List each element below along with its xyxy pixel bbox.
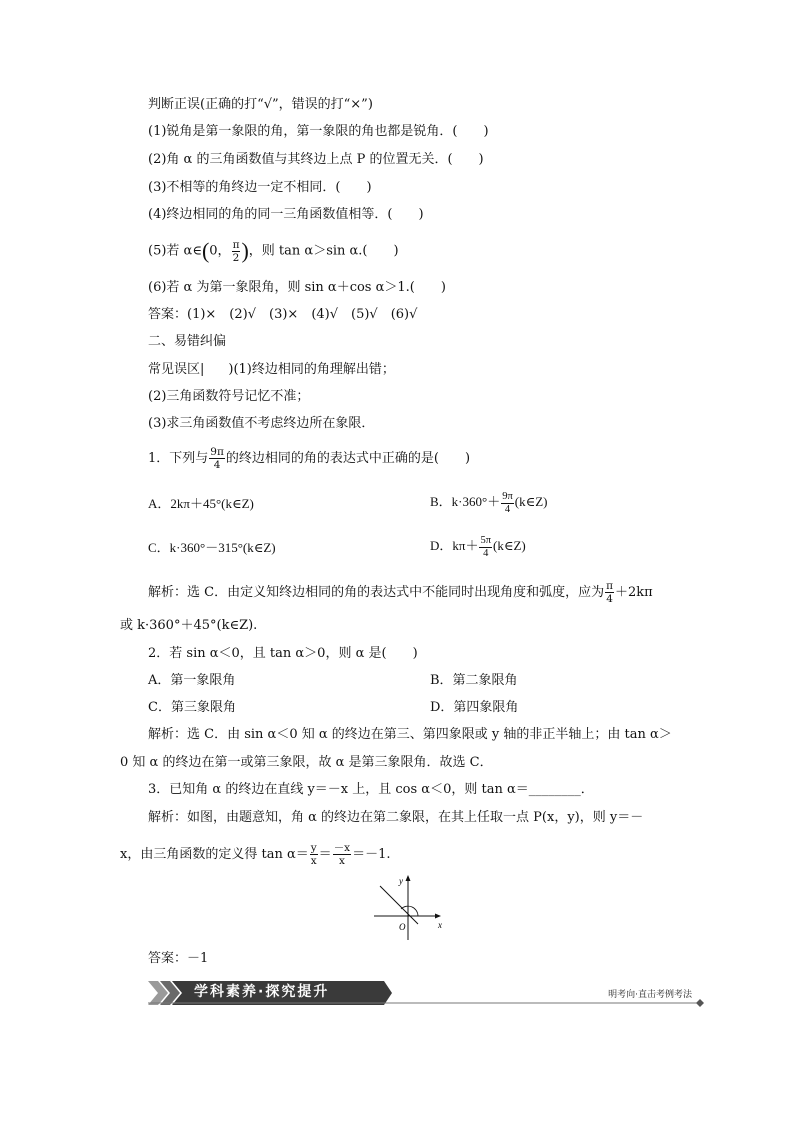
judge-item-3: (3)不相等的角终边一定不相同．( ) <box>148 180 372 195</box>
solution-3-pre: x，由三角函数的定义得 tan α＝ <box>120 847 309 862</box>
fraction-pi-over-2 <box>232 239 241 264</box>
option-1b-post: (k∈Z) <box>514 494 548 509</box>
fraction-denominator: 4 <box>483 547 489 559</box>
judge-answer: 答案：(1)× (2)√ (3)× (4)√ (5)√ (6)√ <box>148 307 418 322</box>
judge-item-6: (6)若 α 为第一象限角，则 sin α＋cos α＞1.( ) <box>148 280 446 295</box>
fraction-numerator: π <box>606 580 613 592</box>
x-axis-arrow <box>435 914 441 919</box>
problem-1-stem-pre: 1．下列与 <box>148 451 209 466</box>
banner-title: 学科素养·探究提升 <box>194 984 330 1000</box>
solution-1-pre: 解析：选 C．由定义知终边相同的角的表达式中不能同时出现角度和弧度，应为 <box>148 585 605 600</box>
equals-sign: ＝ <box>318 847 332 862</box>
judge-item-5-zero: 0， <box>209 243 231 259</box>
error-item-3: (3)求三角函数值不考虑终边所在象限． <box>148 416 375 431</box>
close-paren: ) <box>241 238 249 263</box>
option-2a: A．第一象限角 <box>148 673 236 688</box>
diamond-icon <box>696 999 704 1007</box>
fraction-denominator: x <box>310 855 317 867</box>
line-y-equals-negative-x <box>380 886 418 924</box>
fraction-5pi-over-4 <box>479 535 492 560</box>
fraction-y-over-x <box>310 842 318 867</box>
option-1a: A．2kπ＋45°(k∈Z) <box>148 496 254 511</box>
fraction-denominator: 4 <box>606 593 613 605</box>
fraction-numerator: 9π <box>502 490 513 502</box>
problem-3-answer: 答案：－1 <box>148 951 209 966</box>
fraction-9pi-over-4 <box>501 491 514 516</box>
problem-3-stem: 3．已知角 α 的终边在直线 y＝－x 上，且 cos α＜0，则 tan α＝________． <box>148 782 594 797</box>
option-1d-pre: D．kπ＋ <box>430 538 479 553</box>
problem-3-solution-cont <box>120 840 391 870</box>
fraction-denominator: 4 <box>213 459 221 471</box>
fraction-denominator: 2 <box>232 251 240 264</box>
option-1c: C．k·360°－315°(k∈Z) <box>148 540 276 555</box>
y-axis-label: y <box>399 876 403 886</box>
fraction-pi-over-4 <box>605 580 614 605</box>
fraction-denominator: 4 <box>504 503 511 515</box>
error-item-2: (2)三角函数符号记忆不准； <box>148 389 310 404</box>
judge-item-5-pre: (5)若 α∈ <box>148 243 202 259</box>
option-1d-post: (k∈Z) <box>493 538 526 553</box>
angle-arc <box>401 906 418 916</box>
option-1b-pre: B．k·360°＋ <box>430 494 501 509</box>
problem-1-stem <box>148 444 470 474</box>
solution-3-post: ＝－1. <box>352 847 391 862</box>
problem-1-stem-post: 的终边相同的角的表达式中正确的是( ) <box>225 451 471 466</box>
judge-item-4: (4)终边相同的角的同一三角函数值相等．( ) <box>148 207 424 222</box>
banner-subtitle: 明考向·直击考例考法 <box>608 990 692 1000</box>
error-item-1: )(1)终边相同的角理解出错； <box>228 362 395 377</box>
judge-item-2: (2)角 α 的三角函数值与其终边上点 P 的位置无关．( ) <box>148 152 484 167</box>
problem-2-solution-cont: 0 知 α 的终边在第一或第三象限，故 α 是第三象限角．故选 C． <box>120 755 493 770</box>
origin-label: O <box>399 922 406 932</box>
judge-title: 判断正误(正确的打“√”，错误的打“×”) <box>148 97 373 112</box>
option-1d <box>430 531 526 561</box>
coordinate-figure <box>368 872 448 944</box>
option-2b: B．第二象限角 <box>430 673 518 688</box>
fraction-numerator: 9π <box>210 446 224 458</box>
problem-2-stem: 2．若 sin α＜0，且 tan α＞0，则 α 是( ) <box>148 646 418 661</box>
fraction-numerator: y <box>310 842 317 854</box>
fraction-numerator: π <box>232 238 240 251</box>
fraction-negx-over-x <box>333 842 351 867</box>
fraction-9pi-over-4 <box>209 446 225 471</box>
problem-3-solution: 解析：如图，由题意知，角 α 的终边在第二象限，在其上任取一点 P(x，y)，则 y＝－ <box>148 810 644 825</box>
x-axis-label: x <box>438 920 442 930</box>
error-list <box>148 362 395 378</box>
judge-item-5 <box>148 234 399 269</box>
fraction-numerator: －x <box>333 842 351 854</box>
fraction-numerator: 5π <box>480 534 492 546</box>
problem-1-solution <box>148 578 653 608</box>
error-label: 常见误区| <box>148 362 205 377</box>
problem-2-solution: 解析：选 C．由 sin α＜0 知 α 的终边在第三、第四象限或 y 轴的非正半轴上；由 tan α＞ <box>148 727 672 742</box>
option-2d: D．第四象限角 <box>430 700 519 715</box>
option-2c: C．第三象限角 <box>148 700 236 715</box>
section-banner <box>148 979 708 1007</box>
judge-item-1: (1)锐角是第一象限的角，第一象限的角也都是锐角．( ) <box>148 124 489 139</box>
problem-1-solution-cont: 或 k·360°＋45°(k∈Z). <box>120 618 258 633</box>
option-1b <box>430 487 548 517</box>
section-heading: 二、易错纠偏 <box>148 334 227 349</box>
y-axis-arrow <box>406 875 411 881</box>
fraction-denominator: x <box>338 855 345 867</box>
solution-1-post: ＋2kπ <box>615 585 653 600</box>
judge-item-5-post: ，则 tan α＞sin α.( ) <box>248 243 399 259</box>
open-paren: ( <box>201 238 210 263</box>
